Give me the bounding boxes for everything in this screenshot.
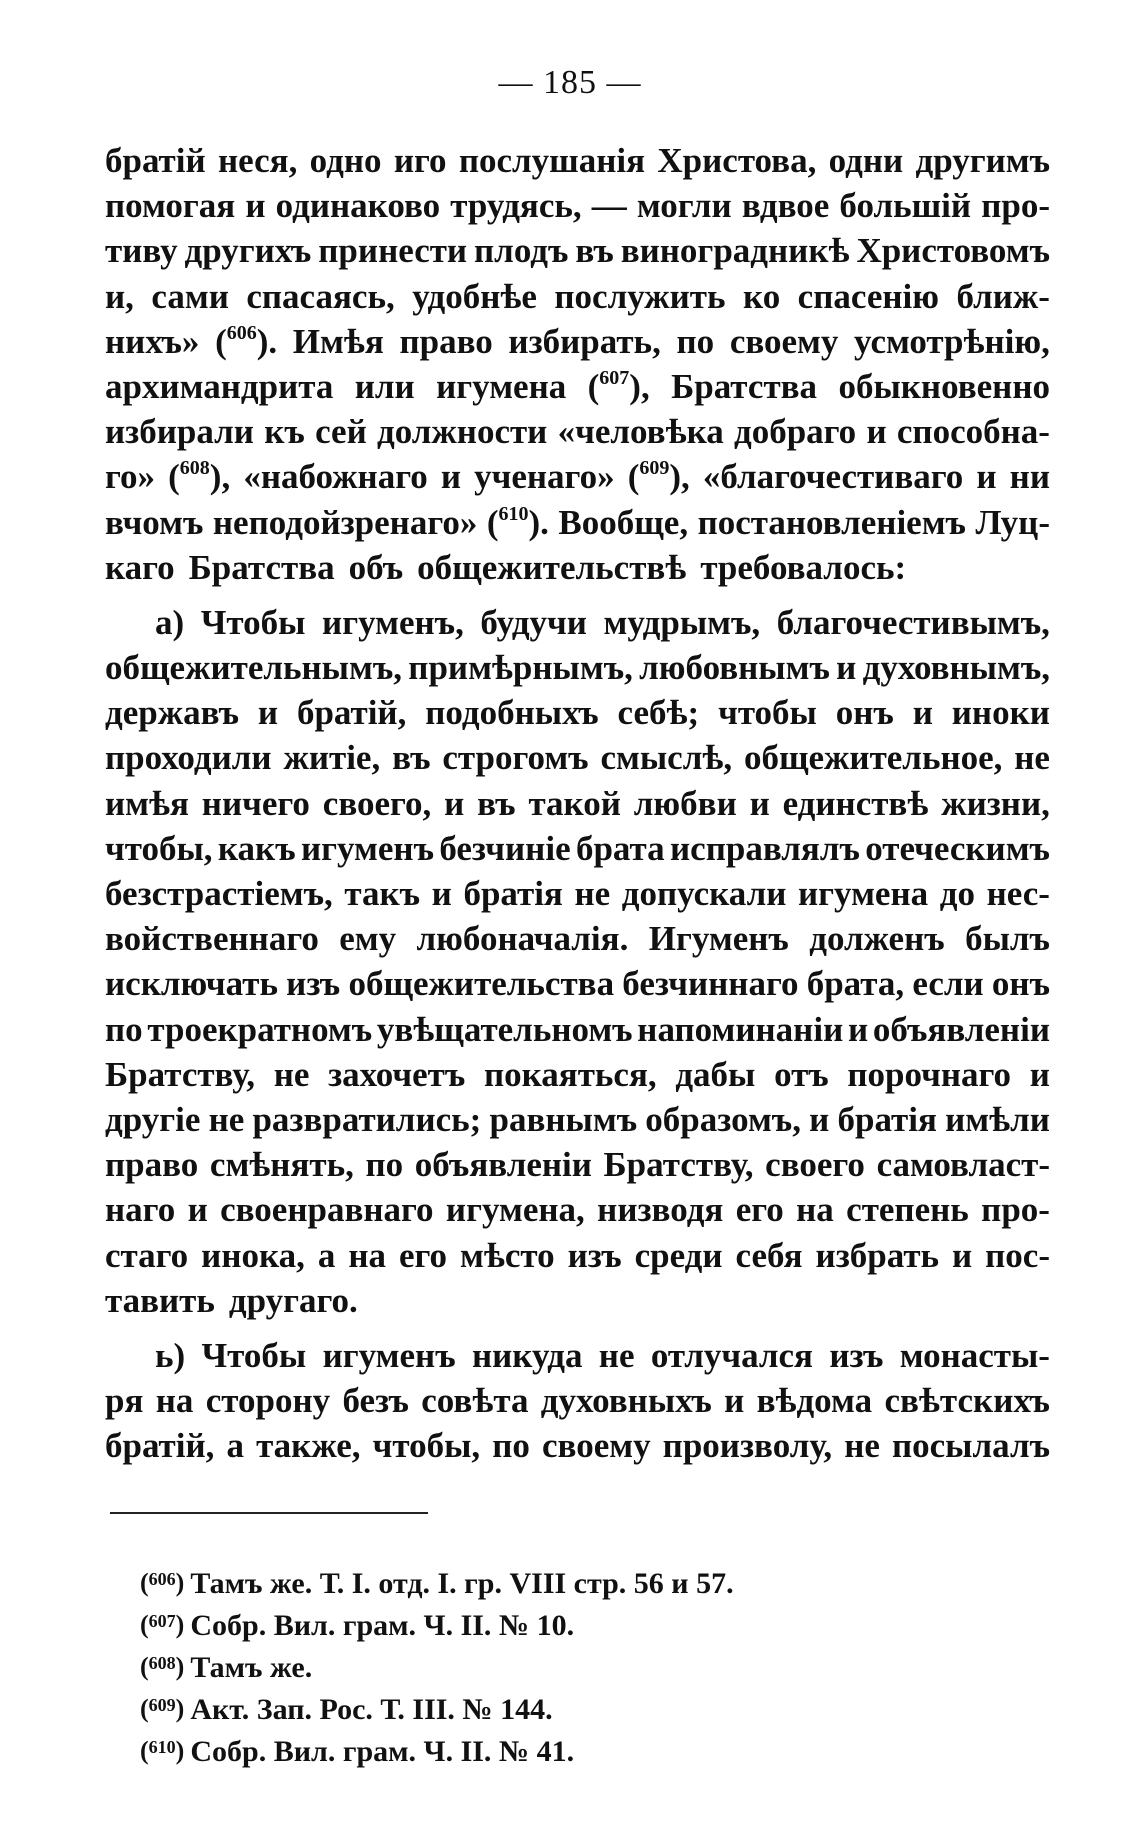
word: тавить xyxy=(105,1280,215,1320)
text-line xyxy=(105,1052,1050,1097)
text-line xyxy=(105,826,1050,871)
word: единствѣ xyxy=(782,783,929,823)
word: про- xyxy=(981,186,1050,226)
word: и xyxy=(724,1381,745,1421)
word: по xyxy=(676,321,715,361)
word: проходили xyxy=(105,738,272,778)
word: исправлялъ xyxy=(670,828,860,868)
word: виноградникѣ xyxy=(620,231,850,271)
footnote-number: ( $^{610}$ ) xyxy=(140,1737,190,1757)
word: любви xyxy=(633,783,737,823)
word: духовныхъ xyxy=(540,1381,712,1421)
word: избирать, xyxy=(508,321,661,361)
word: стаго xyxy=(105,1235,189,1275)
footnote-reference: ($^{608}$), xyxy=(168,457,231,497)
word: Чтобы xyxy=(200,602,306,642)
word: безчиннаго xyxy=(622,964,799,1004)
text-line xyxy=(105,1233,1050,1278)
word: одинаково xyxy=(275,186,441,226)
word: среди xyxy=(634,1235,723,1275)
word: другихъ xyxy=(184,231,312,271)
text-line xyxy=(105,138,1050,183)
word: мѣсто xyxy=(459,1235,555,1275)
footnote-reference: ($^{606}$). xyxy=(215,321,278,361)
word: одни xyxy=(828,141,904,180)
text-line xyxy=(105,690,1050,735)
word: троекратномъ xyxy=(147,1009,373,1049)
word: онъ xyxy=(991,964,1050,1004)
word: способна- xyxy=(896,412,1050,452)
word: вдвое xyxy=(741,186,830,226)
word: чтобы, xyxy=(105,828,213,868)
word: по xyxy=(105,1009,143,1049)
word: по xyxy=(492,1426,530,1466)
word: Братства xyxy=(671,366,818,406)
word: объявленіи xyxy=(872,1009,1050,1049)
word: духовнымъ, xyxy=(862,648,1050,688)
word: чтобы, xyxy=(372,1426,481,1466)
word: ничего xyxy=(201,783,310,823)
word: мудрымъ, xyxy=(603,602,761,642)
word: удобнѣе xyxy=(412,276,537,316)
word: своенравнаго xyxy=(220,1190,434,1230)
word: никуда xyxy=(471,1335,583,1375)
word: отеческимъ xyxy=(865,828,1050,868)
word: пос- xyxy=(985,1235,1050,1275)
word: не xyxy=(574,874,611,913)
word: своего, xyxy=(322,783,432,823)
word: строгомъ xyxy=(442,738,589,778)
word: и xyxy=(440,457,461,497)
word: на xyxy=(796,1190,834,1230)
footnotes xyxy=(140,1558,940,1768)
word: захочетъ xyxy=(328,1054,466,1094)
word: другіе xyxy=(105,1099,201,1139)
word: игуменъ, xyxy=(322,602,464,642)
word: себѣ; xyxy=(617,693,700,733)
word: любовнымъ xyxy=(639,648,830,688)
word: иноки xyxy=(951,693,1050,733)
word: а xyxy=(317,1235,336,1275)
word: своего xyxy=(765,1145,865,1185)
word: «человѣка xyxy=(557,412,724,452)
word: отъ xyxy=(774,1054,829,1094)
word: послушанія xyxy=(458,141,646,180)
text-line xyxy=(105,735,1050,780)
footnote xyxy=(140,1600,940,1642)
word: каго xyxy=(105,547,175,587)
word: степень xyxy=(846,1190,969,1230)
word: подобныхъ xyxy=(425,693,599,733)
word: долженъ xyxy=(809,919,945,959)
word: какъ xyxy=(217,828,296,868)
word: и xyxy=(952,1235,973,1275)
word: напоминаніи xyxy=(637,1009,844,1049)
word: право xyxy=(399,321,493,361)
word: имѣли xyxy=(945,1099,1050,1139)
word: общежительное, xyxy=(743,738,1003,778)
word: развратились; xyxy=(252,1099,482,1139)
word: безстрастіемъ, xyxy=(105,874,333,913)
word: про- xyxy=(981,1190,1050,1230)
word: изъ xyxy=(829,1335,884,1375)
footnote-text: Акт. Зап. Рос. Т. III. № 144. xyxy=(190,1693,553,1726)
word: допускали xyxy=(621,874,787,913)
text-line xyxy=(105,1187,1050,1232)
word: архимандрита xyxy=(105,366,334,406)
word: общежительствѣ xyxy=(417,547,687,587)
word: — xyxy=(591,186,627,226)
word: и xyxy=(444,783,465,823)
footnote xyxy=(140,1684,940,1726)
word: ь) xyxy=(155,1335,186,1375)
word: имѣя xyxy=(105,783,189,823)
word: покаяться, xyxy=(483,1054,657,1094)
text-line xyxy=(105,1142,1050,1187)
footnote-reference: ($^{607}$), xyxy=(587,366,650,406)
word: послужить xyxy=(554,276,726,316)
text-line xyxy=(105,961,1050,1006)
word: тиву xyxy=(105,231,178,271)
word: братій xyxy=(105,141,206,180)
page-number: — 185 — xyxy=(498,64,642,101)
text-line xyxy=(105,545,1050,590)
word: и xyxy=(1029,1054,1050,1094)
word: избирали xyxy=(105,412,254,452)
text-line xyxy=(105,1278,1050,1323)
word: также, xyxy=(256,1426,361,1466)
word: житіе, xyxy=(283,738,381,778)
word: войственнаго xyxy=(105,919,319,959)
text-line xyxy=(105,364,1050,409)
word: своему xyxy=(542,1426,651,1466)
word: не xyxy=(598,1335,635,1375)
text-line xyxy=(105,409,1050,454)
word: порочнаго xyxy=(847,1054,1012,1094)
word: не xyxy=(844,1426,880,1466)
word: самовласт- xyxy=(876,1145,1050,1185)
word: дабы xyxy=(675,1054,756,1094)
text-line xyxy=(105,228,1050,273)
word: или xyxy=(354,366,415,406)
text-line xyxy=(105,600,1050,645)
word: нес- xyxy=(986,874,1050,913)
word: онъ xyxy=(835,693,894,733)
word: большій xyxy=(839,186,972,226)
footnote-text: Собр. Вил. грам. Ч. II. № 10. xyxy=(190,1609,575,1642)
word: если xyxy=(912,964,984,1004)
footnote xyxy=(140,1642,940,1684)
word: Братству, xyxy=(105,1054,255,1094)
word: одно xyxy=(309,141,382,180)
word: Христова, xyxy=(657,141,817,180)
word: изъ xyxy=(286,964,341,1004)
word: не xyxy=(1014,738,1050,778)
word: постановленіемъ xyxy=(697,502,966,542)
main-text xyxy=(105,138,1050,1468)
word: жизни, xyxy=(941,783,1050,823)
word: его xyxy=(398,1235,448,1275)
word: «благочестиваго xyxy=(702,457,964,497)
word: и xyxy=(431,874,452,913)
word: общежительства xyxy=(348,964,615,1004)
word: Братства xyxy=(188,547,335,587)
word: вчомъ xyxy=(105,502,204,542)
word: благочестивымъ, xyxy=(776,602,1050,642)
word: а) xyxy=(155,602,185,642)
word: въ xyxy=(477,783,516,823)
word: и xyxy=(976,457,997,497)
word: требовалось: xyxy=(700,547,907,587)
word: братія xyxy=(463,874,563,913)
word: спасаясь, xyxy=(246,276,395,316)
word: сторону xyxy=(205,1381,331,1421)
word: принести xyxy=(318,231,468,271)
footnote-text: Тамъ же. xyxy=(190,1651,313,1684)
word: Игуменъ xyxy=(648,919,789,959)
word: посылалъ xyxy=(891,1426,1050,1466)
word: неся, xyxy=(217,141,298,180)
word: сами xyxy=(151,276,229,316)
word: Имѣя xyxy=(292,321,384,361)
word: безъ xyxy=(342,1381,409,1421)
word: а xyxy=(226,1426,244,1466)
word: образомъ, xyxy=(645,1099,801,1139)
footnote xyxy=(140,1726,940,1768)
word: право xyxy=(105,1145,199,1185)
word: любоначалія. xyxy=(416,919,629,959)
word: трудясь, xyxy=(450,186,582,226)
word: братій, xyxy=(296,693,407,733)
word: по xyxy=(365,1145,404,1185)
footnote-text: Тамъ же. Т. І. отд. І. гр. VIII стр. 56 и 57. xyxy=(190,1567,734,1600)
footnote xyxy=(140,1558,940,1600)
word: изъ xyxy=(567,1235,622,1275)
word: другимъ xyxy=(915,141,1050,180)
word: инока, xyxy=(201,1235,305,1275)
word: брата, xyxy=(806,964,905,1004)
word: и, xyxy=(105,276,134,316)
word: чтобы xyxy=(718,693,817,733)
word: ему xyxy=(339,919,397,959)
word: игумена, xyxy=(445,1190,585,1230)
word: свѣтскихъ xyxy=(884,1381,1050,1421)
word: общежительнымъ, xyxy=(105,648,402,688)
word: объявленіи xyxy=(414,1145,592,1185)
footnote-number: ( $^{606}$ ) xyxy=(140,1569,190,1589)
text-line xyxy=(105,454,1050,499)
word: безчиніе xyxy=(439,828,571,868)
word: и xyxy=(809,1099,830,1139)
text-line xyxy=(105,1423,1050,1468)
text-line xyxy=(105,645,1050,690)
word: «набожнаго xyxy=(243,457,428,497)
word: и xyxy=(847,1009,869,1049)
word: до xyxy=(939,874,975,913)
word: помогая xyxy=(105,186,236,226)
word: иго xyxy=(393,141,447,180)
word: смыслѣ, xyxy=(600,738,733,778)
text-line xyxy=(105,1378,1050,1423)
footnote-text: Собр. Вил. грам. Ч. II. № 41. xyxy=(190,1735,575,1768)
text-line xyxy=(105,319,1050,364)
word: на xyxy=(155,1381,194,1421)
word: и xyxy=(912,693,933,733)
word: Вообще, xyxy=(558,502,689,542)
word: ученаго» xyxy=(474,457,615,497)
word: себя xyxy=(735,1235,803,1275)
word: низводя xyxy=(597,1190,724,1230)
footnote-divider xyxy=(110,1512,428,1514)
word: игумена xyxy=(797,874,929,913)
word: примѣрнымъ, xyxy=(408,648,633,688)
word: вѣдома xyxy=(756,1381,873,1421)
word: братія xyxy=(837,1099,937,1139)
word: Луц- xyxy=(975,502,1050,542)
word: такой xyxy=(528,783,621,823)
word: плодъ xyxy=(474,231,569,271)
footnote-number: ( $^{609}$ ) xyxy=(140,1695,190,1715)
word: ко xyxy=(742,276,781,316)
word: отлучался xyxy=(650,1335,813,1375)
text-line xyxy=(105,916,1050,961)
word: совѣта xyxy=(421,1381,529,1421)
word: не xyxy=(273,1054,310,1094)
word: въ xyxy=(575,231,614,271)
word: былъ xyxy=(965,919,1050,959)
word: сей xyxy=(315,412,367,452)
word: неподойзренаго» xyxy=(212,502,478,542)
text-line xyxy=(105,871,1050,916)
word: избрать xyxy=(815,1235,940,1275)
footnote-number: ( $^{607}$ ) xyxy=(140,1611,190,1631)
word: нихъ» xyxy=(105,321,200,361)
text-line xyxy=(105,781,1050,826)
word: добраго xyxy=(733,412,857,452)
word: объ xyxy=(348,547,404,587)
text-line xyxy=(105,1333,1050,1378)
word: къ xyxy=(264,412,305,452)
word: такъ xyxy=(344,874,421,913)
word: Чтобы xyxy=(201,1335,307,1375)
word: и xyxy=(257,693,279,733)
word: равнымъ xyxy=(489,1099,638,1139)
word: державъ xyxy=(105,693,240,733)
word: наго xyxy=(105,1190,176,1230)
word: игумена xyxy=(436,366,567,406)
word: ближ- xyxy=(956,276,1050,316)
text-line xyxy=(105,1007,1050,1052)
word: и xyxy=(866,412,887,452)
word: увѣщательномъ xyxy=(376,1009,633,1049)
word: спасенію xyxy=(797,276,940,316)
word: и xyxy=(245,186,266,226)
word: игуменъ xyxy=(300,828,434,868)
word: монасты- xyxy=(899,1335,1050,1375)
word: брата xyxy=(575,828,665,868)
word: игуменъ xyxy=(322,1335,456,1375)
word: го» xyxy=(105,457,156,497)
word: братій, xyxy=(105,1426,215,1466)
text-line xyxy=(105,274,1050,319)
word: должности xyxy=(377,412,548,452)
word: могли xyxy=(636,186,732,226)
word: усмотрѣнію, xyxy=(854,321,1050,361)
word: и xyxy=(749,783,770,823)
word: не xyxy=(208,1099,245,1139)
word: ни xyxy=(1009,457,1050,497)
word: въ xyxy=(392,738,431,778)
word: и xyxy=(836,648,857,688)
text-line xyxy=(105,183,1050,228)
word: будучи xyxy=(480,602,587,642)
footnote-reference: ($^{610}$). xyxy=(486,502,549,542)
word: его xyxy=(735,1190,784,1230)
word: ря xyxy=(105,1381,144,1421)
word: смѣнять, xyxy=(209,1145,354,1185)
word: и xyxy=(187,1190,208,1230)
word: произволу, xyxy=(662,1426,833,1466)
word: Братству, xyxy=(603,1145,754,1185)
footnote-reference: ($^{609}$), xyxy=(627,457,690,497)
footnote-number: ( $^{608}$ ) xyxy=(140,1653,190,1673)
word: на xyxy=(348,1235,386,1275)
word: другаго. xyxy=(228,1280,358,1320)
text-line xyxy=(105,1097,1050,1142)
word: Христовомъ xyxy=(856,231,1050,271)
word: исключать xyxy=(105,964,278,1004)
text-line xyxy=(105,500,1050,545)
word: обыкновенно xyxy=(838,366,1050,406)
word: своему xyxy=(729,321,839,361)
